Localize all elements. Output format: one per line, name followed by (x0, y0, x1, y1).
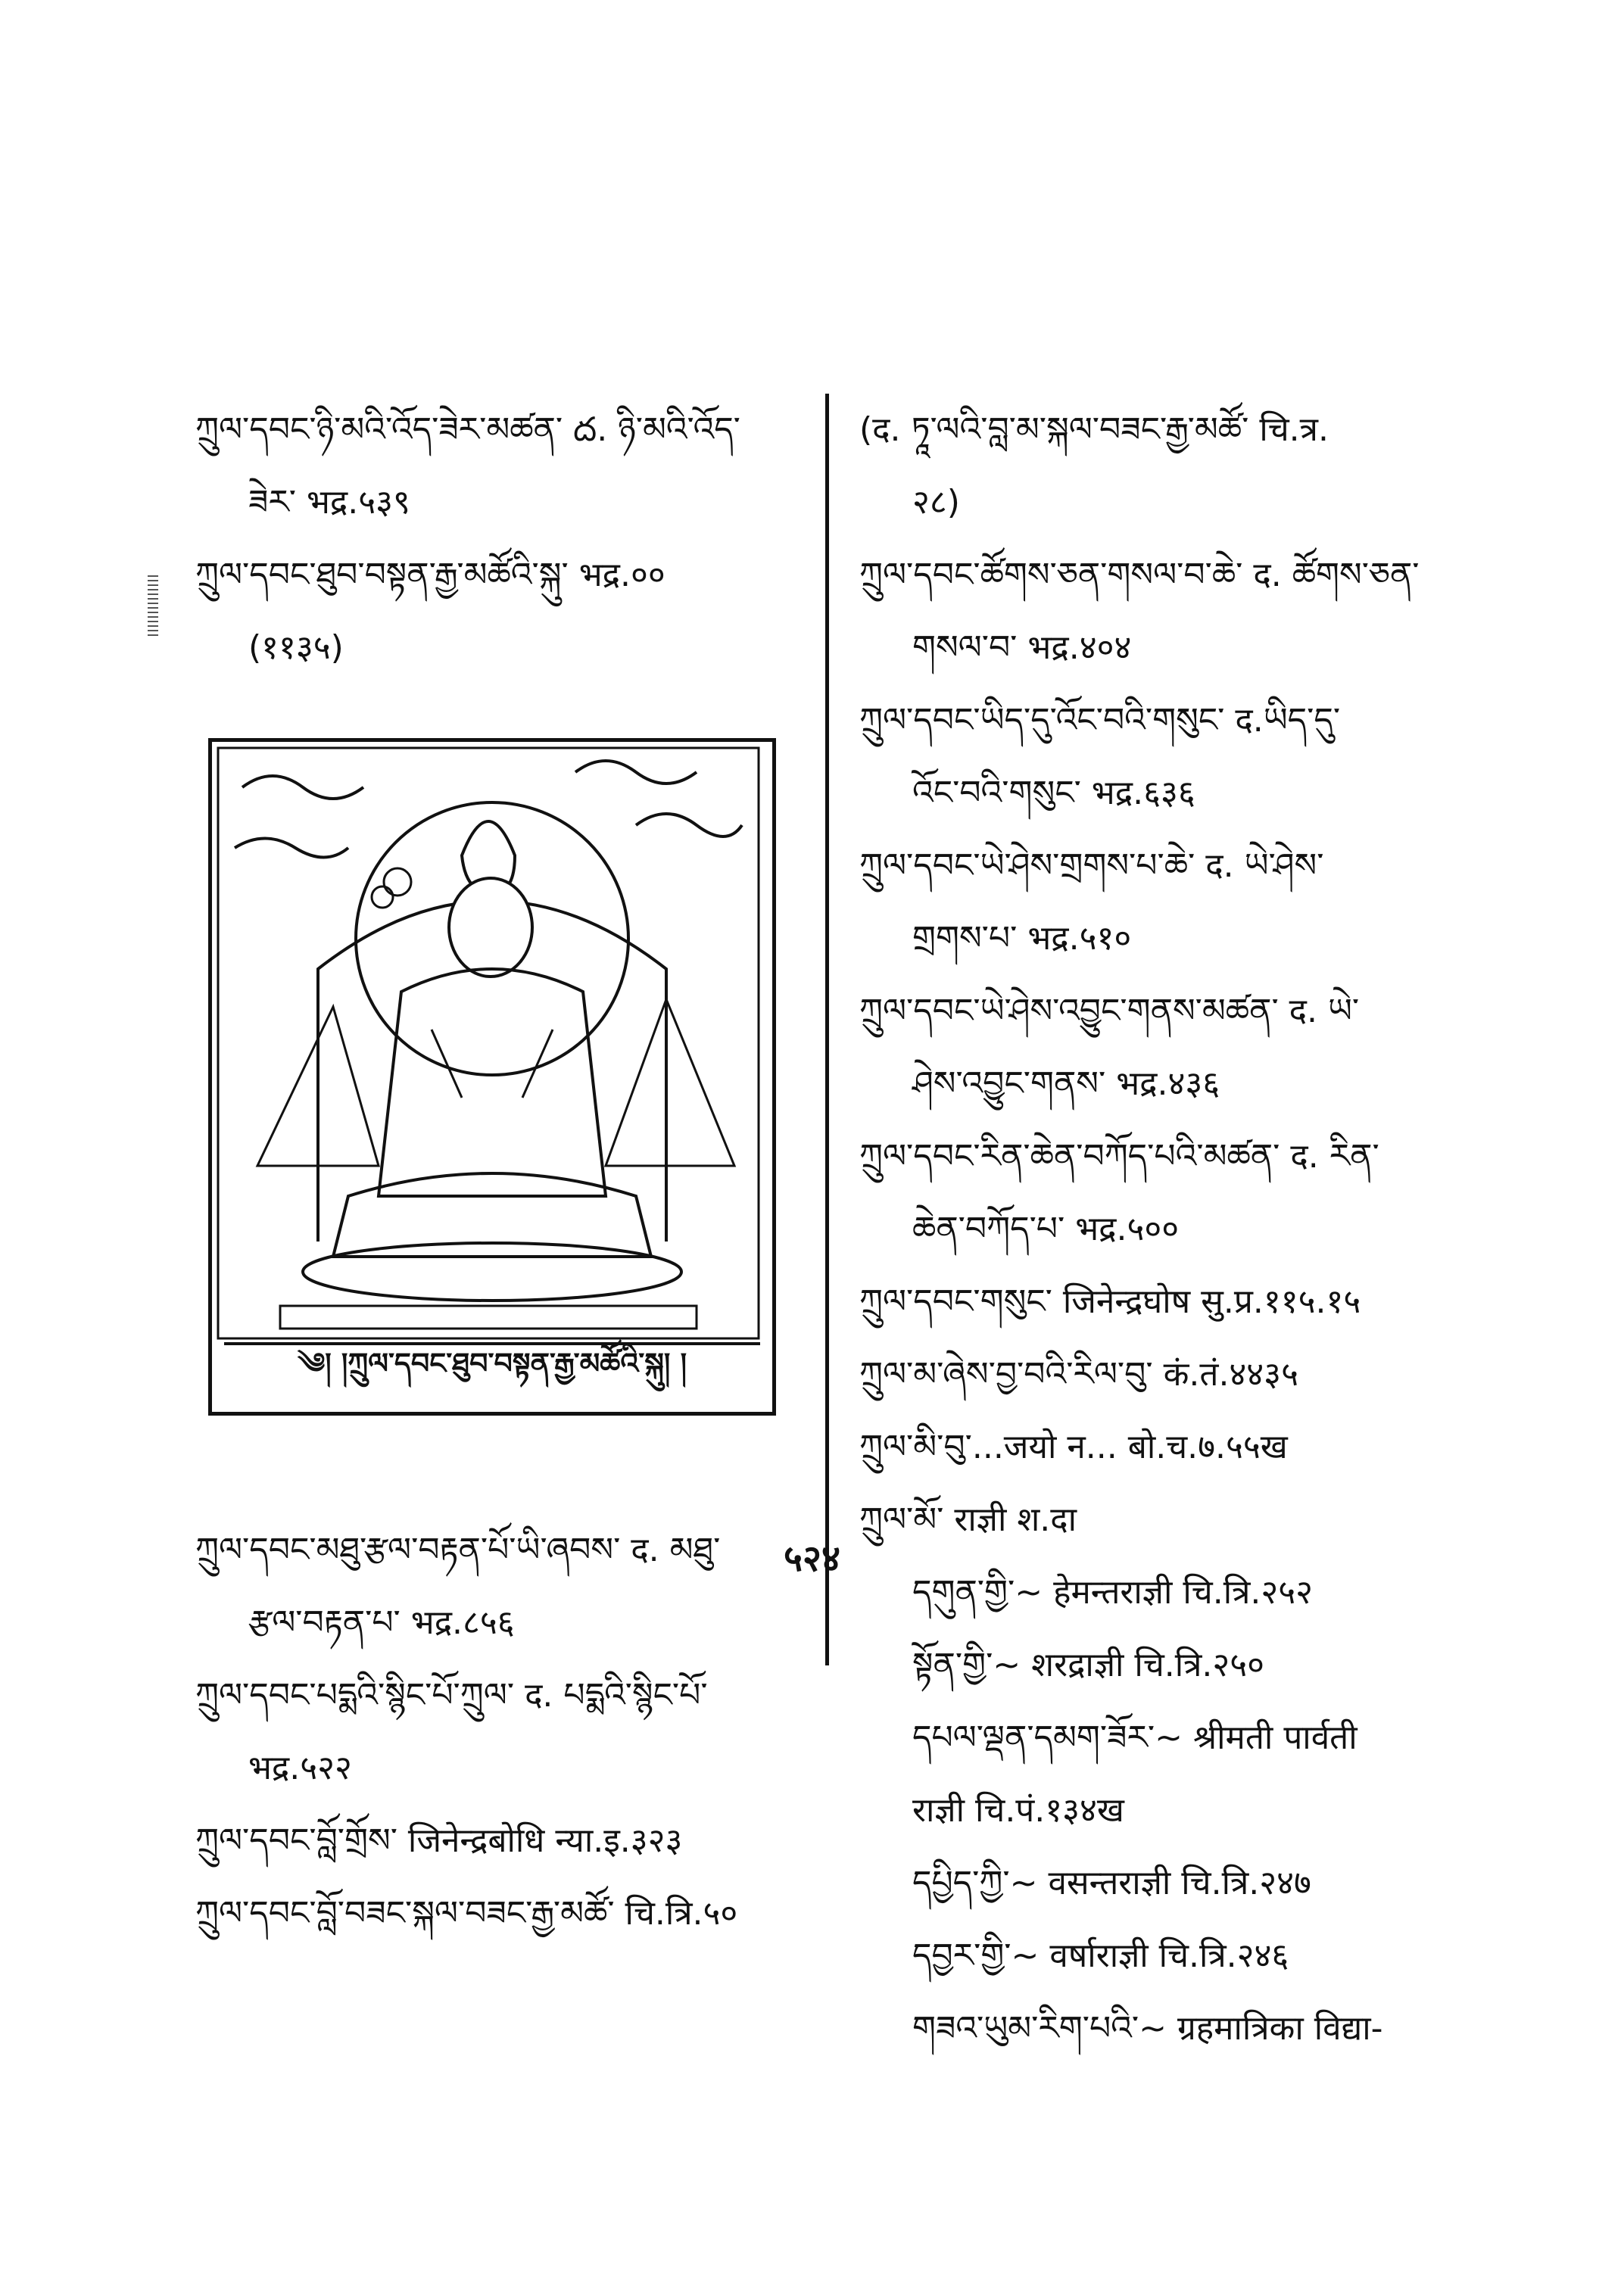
entry-line-cont: གསལ་བ་ भद्र.४०४ (912, 628, 1132, 667)
entry-r6 (859, 1120, 1488, 1266)
entry-line: ཀྲུལ་དབང་ཡིད་དུ་འོང་བའི་གསུང་ द.ཡིད་དུ་ (859, 701, 1341, 740)
subentry-r12 (859, 1629, 1488, 1702)
entry-line: ཀྲུལ་མི་བུ་...जयो न... बो.च.७.५५ख (859, 1428, 1288, 1466)
entry-r8 (859, 1338, 1488, 1411)
entry-line: དཔྱིད་ཀྱི་~ वसन्तराज्ञी चि.त्रि.२४७ (912, 1864, 1311, 1902)
entry-r2 (859, 539, 1488, 684)
entry-r7 (859, 1266, 1488, 1338)
entry-line: ཀྲུལ་དབང་མཐུ་རྩལ་བརྟན་པོ་ཡི་ཞབས་ द. མཐུ་ (195, 1531, 721, 1569)
entry-line-cont: २८) (912, 483, 960, 522)
entry-line: ཀྲུལ་དབང་ཡེ་ཤེས་འབྱུང་གནས་མཚན་ द. ཡེ་ (859, 992, 1360, 1030)
entry-r1 (859, 394, 1488, 539)
entry-line: ཀྲུལ་མོ་ राज्ञी श.दा (859, 1500, 1077, 1539)
entry-line-cont: राज्ञी चि.पं.१३४ख (912, 1791, 1124, 1830)
entry-line-cont: འོང་བའི་གསུང་ भद्र.६३६ (912, 774, 1195, 812)
subentry-r14 (859, 1847, 1488, 1920)
entry-line: དབྱར་གྱི་~ वर्षाराज्ञी चि.त्रि.२४६ (912, 1936, 1289, 1975)
entry-4 (195, 1659, 809, 1805)
entry-line-cont: भद्र.५२२ (248, 1749, 352, 1787)
entry-line: (द. ཏཱ་ལའི་བླ་མ་སྐལ་བཟང་རྒྱ་མཚོ་ चि.त्र. (859, 410, 1329, 449)
entry-line: ཀྲུལ་དབང་ཚོགས་ཅན་གསལ་བ་ཆེ་ द. ཚོགས་ཅན་ (859, 556, 1420, 594)
entry-1 (195, 394, 809, 539)
subentry-r16 (859, 1992, 1488, 2065)
entry-line-cont: རྩལ་བརྟན་པ་ भद्र.८५६ (248, 1603, 515, 1642)
entry-line-cont: (११३५) (248, 628, 344, 667)
entry-line-cont: ཆེན་བཀོད་པ་ भद्र.५०० (912, 1210, 1180, 1248)
entry-line: ཀྲུལ་དབང་བློ་བཟང་སྐལ་བཟང་རྒྱ་མཚོ་ चि.त्रि.५० (195, 1894, 738, 1933)
entry-r4 (859, 830, 1488, 975)
entry-line: ཀྲུལ་དབང་བློ་གྲོས་ जिनेन्द्रबोधि न्या.इ.३२३ (195, 1821, 683, 1860)
entry-line: ཀྲུལ་དབང་ཐུབ་བསྟན་རྒྱ་མཚོའི་སྐུ་ भद्र.०० (195, 556, 665, 594)
entry-line: ཀྲུལ་དབང་པདྨའི་སྙིང་པོ་ཀྲུལ་ द. པདྨའི་སྙིང་པོ་ (195, 1676, 708, 1715)
entry-r5 (859, 975, 1488, 1120)
subentry-r15 (859, 1920, 1488, 1992)
entry-line: ཀྲུལ་དབང་ཉི་མའི་འོད་ཟེར་མཚན་ ద. ཉི་མའི་འོད་ (195, 410, 740, 449)
entry-r3 (859, 684, 1488, 830)
entry-line: ཀྲུལ་མ་ཞེས་བྱ་བའི་རིལ་བུ་ कं.तं.४४३५ (859, 1355, 1298, 1394)
entry-line: ཀྲུལ་དབང་གསུང་ जिनेन्द्रघोष सु.प्र.११५.१५ (859, 1282, 1361, 1321)
portrait-illustration (212, 742, 765, 1404)
entry-line-cont: ཤེས་འབྱུང་གནས་ भद्र.४३६ (912, 1064, 1220, 1103)
entry-2 (195, 539, 809, 684)
entry-line: སྟོན་གྱི་~ शरद्राज्ञी चि.त्रि.२५० (912, 1646, 1265, 1684)
entry-5 (195, 1805, 809, 1877)
plate-caption: ༄། །ཀྲུལ་དབང་ཐུབ་བསྟན་རྒྱ་མཚོའི་སྐུ། ། (224, 1342, 760, 1398)
subentry-r13 (859, 1702, 1488, 1847)
entry-line: ཀྲུལ་དབང་རིན་ཆེན་བཀོད་པའི་མཚན་ द. རིན་ (859, 1137, 1379, 1176)
portrait-plate (208, 738, 776, 1416)
entry-line: དཔལ་ལྡན་དམག་ཟོར་~ श्रीमती पार्वती (912, 1718, 1357, 1757)
entry-r9 (859, 1411, 1488, 1484)
entry-line: དགུན་གྱི་~ हेमन्तराज्ञी चि.त्रि.२५२ (912, 1573, 1314, 1612)
page-number: ५२४ (784, 1537, 840, 1580)
margin-tick-mark (148, 575, 158, 636)
entry-line-cont: གྲགས་པ་ भद्र.५१० (912, 919, 1132, 958)
right-column (859, 394, 1488, 2065)
left-column (195, 394, 809, 684)
entry-6 (195, 1877, 809, 1950)
entry-line-cont: ཟེར་ भद्र.५३९ (248, 483, 410, 522)
entry-line: གཟའ་ཡུམ་རིག་པའི་~ ग्रहमात्रिका विद्या- (912, 2009, 1383, 2048)
entry-line: ཀྲུལ་དབང་ཡེ་ཤེས་གྲགས་པ་ཆེ་ द. ཡེ་ཤེས་ (859, 846, 1324, 885)
column-divider (825, 394, 829, 1665)
